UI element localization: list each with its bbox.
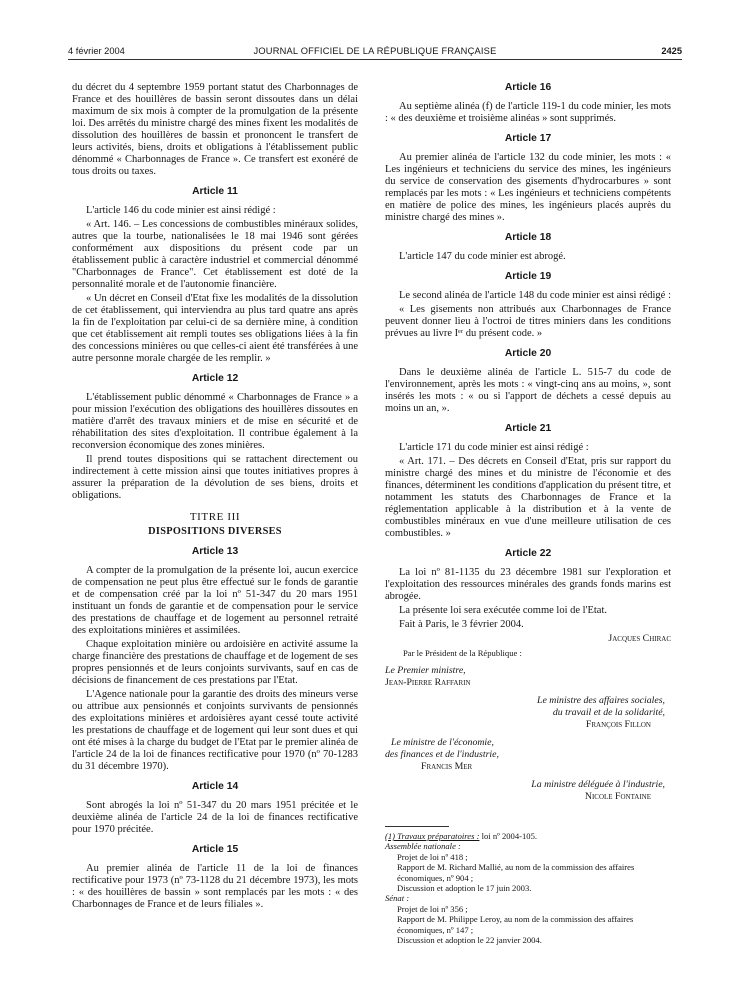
article-21-heading: Article 21 bbox=[504, 423, 552, 434]
article-20-para-1: Dans le deuxième alinéa de l'article L. 515-7 du code de l'environnement, après les mots : « vingt-cinq ans au moins, », sont insérés les mots : « ou si l'apport de déchets a cessé depuis au moins un an, ». bbox=[385, 367, 671, 414]
article-15-para-1: Au premier alinéa de l'article 11 de la loi de finances rectificative pour 1973 (nº 73-1128 du 21 décembre 1973), les mots : « des houillères de bassin » sont remplacés par les mots : « des Charbonnages de France et de leurs filiales ». bbox=[72, 863, 358, 910]
article-22-heading: Article 22 bbox=[504, 548, 552, 559]
footnotes bbox=[385, 826, 671, 945]
footnote-1-text: loi nº 2004-105. bbox=[481, 831, 538, 841]
titre-subheading: DISPOSITIONS DIVERSES bbox=[148, 526, 282, 537]
article-12-heading: Article 12 bbox=[191, 373, 239, 384]
article-13-para-1: A compter de la promulgation de la présente loi, aucun exercice de compensation ne peut plus être effectué sur le fonds de garantie et de compensation créé par la loi nº 51-347 du 20 mars 1951 instituant un fonds de garantie et de compensation pour le service des prestations de chauffage et de logement au personnel retraité des exploitations minières et assimilées. bbox=[72, 565, 358, 636]
article-14-heading: Article 14 bbox=[191, 781, 239, 792]
signature-president-by: Par le Président de la République : bbox=[403, 648, 522, 658]
article-19-para-1: Le second alinéa de l'article 148 du code minier est ainsi rédigé : bbox=[399, 290, 671, 301]
article-11-para-1: L'article 146 du code minier est ainsi rédigé : bbox=[86, 205, 276, 216]
signature-affaires-title-2: du travail et de la solidarité, bbox=[552, 707, 665, 718]
article-21-para-2: « Art. 171. – Des décrets en Conseil d'Etat, pris sur rapport du ministre chargé des mines et du ministre de l'économie et des finances, déterminent les conditions d'application du présent titre, et notamment les statuts des Charbonnages de France et la réglementation applicable à la distribution et à la vente de combustibles minéraux en vue d'une meilleure utilisation de ces combustibles. » bbox=[385, 456, 671, 539]
article-21-para-1: L'article 171 du code minier est ainsi rédigé : bbox=[399, 442, 589, 453]
footnote-an-2: Rapport de M. Richard Mallié, au nom de la commission des affaires économiques, nº 904 ; bbox=[397, 862, 635, 883]
signature-economie-title-2: des finances et de l'industrie, bbox=[385, 749, 499, 760]
signature-industrie-name: Nicole Fontaine bbox=[584, 791, 651, 802]
intro-paragraph: du décret du 4 septembre 1959 portant statut des Charbonnages de France et des houillères de bassin seront dissoutes dans un délai maximum de six mois à compter de la promulgation de la présente loi. Des arrêtés du ministre chargé des mines fixent les modalités de dissolution des houillères de bassin et prononcent le transfert de leurs activités, biens, droits et obligations à l'établissement public dénommé « Charbonnages de France ». Ce transfert est exonéré de tous droits ou taxes. bbox=[72, 82, 358, 177]
footnote-senat-1: Projet de loi nº 356 ; bbox=[397, 903, 468, 914]
header-journal-title: JOURNAL OFFICIEL DE LA RÉPUBLIQUE FRANÇAISE bbox=[253, 46, 497, 56]
article-22-para-1: La loi nº 81-1135 du 23 décembre 1981 sur l'exploration et l'exploitation des ressources minérales des grands fonds marins est abrogée. bbox=[385, 567, 671, 602]
signature-affaires-name: François Fillon bbox=[585, 719, 651, 730]
article-12-para-2: Il prend toutes dispositions qui se rattachent directement ou indirectement à cette mission ainsi que toutes initiatives propres à assurer la préparation de la dévolution de ses biens, droits et obligations. bbox=[72, 454, 358, 501]
article-13-heading: Article 13 bbox=[191, 546, 239, 557]
signature-president-name: Jacques Chirac bbox=[608, 633, 671, 644]
signature-pm-name: Jean-Pierre Raffarin bbox=[385, 677, 471, 688]
article-11-heading: Article 11 bbox=[192, 186, 238, 197]
article-13-para-3: L'Agence nationale pour la garantie des droits des mineurs verse ou attribue aux pensionnés et conjoints survivants de pensionnés des exploitations minières et ardoisières ayant cessé toute activité les prestations de chauffage et de logement qui leur sont dues et qui ont été mises à la charge du budget de l'Etat par le premier alinéa de l'article 24 de la loi de finances rectificative pour 1970 (nº 70-1283 du 31 décembre 1970). bbox=[72, 689, 358, 772]
header-date: 4 février 2004 bbox=[68, 46, 125, 56]
footnote-senat-heading: Sénat : bbox=[385, 893, 410, 904]
signature-affaires-title-1: Le ministre des affaires sociales, bbox=[537, 695, 665, 706]
closing-statement: La présente loi sera exécutée comme loi de l'Etat. bbox=[399, 605, 608, 616]
right-column bbox=[385, 82, 671, 803]
fait-a-paris: Fait à Paris, le 3 février 2004. bbox=[399, 619, 524, 630]
footnote-assemblee-heading: Assemblée nationale : bbox=[385, 841, 461, 852]
footnote-1-label: (1) Travaux préparatoires : bbox=[385, 831, 480, 841]
article-20-heading: Article 20 bbox=[504, 348, 552, 359]
article-12-para-1: L'établissement public dénommé « Charbonnages de France » a pour mission l'exécution des obligations des houillères dissoutes en matière d'arrêt des travaux miniers et de mise en sécurité et de réhabilitation des sites d'exploitation. Il contribue également à la reconversion économique des zones minières. bbox=[72, 392, 358, 451]
article-11-para-3: « Un décret en Conseil d'Etat fixe les modalités de la dissolution de cet établissement, qui interviendra au plus tard quatre ans après la fin de l'exploitation par celui-ci de sa dernière mine, à condition que cet établissement ait rempli toutes ses obligations liées à la fin des concessions minières ou que celles-ci aient été transférées à une autre personne morale chargée de les remplir. » bbox=[72, 293, 358, 364]
footnote-separator bbox=[385, 826, 449, 827]
signature-pm-title: Le Premier ministre, bbox=[385, 665, 466, 676]
article-16-heading: Article 16 bbox=[504, 82, 552, 93]
signature-industrie-title: La ministre déléguée à l'industrie, bbox=[531, 779, 665, 790]
footnote-an-1: Projet de loi nº 418 ; bbox=[397, 851, 468, 862]
header-page-number: 2425 bbox=[661, 46, 682, 56]
article-17-para-1: Au premier alinéa de l'article 132 du code minier, les mots : « Les ingénieurs et techniciens du service des mines, les ingénieurs du service de conservation des gisements d'hydrocarbures » sont remplacés par les mots : « Les ingénieurs et techniciens compétents en matière de police des mines, les ingénieurs placés auprès du ministre chargé des mines ». bbox=[385, 152, 671, 223]
article-18-heading: Article 18 bbox=[504, 232, 552, 243]
article-19-heading: Article 19 bbox=[504, 271, 552, 282]
article-13-para-2: Chaque exploitation minière ou ardoisière en activité assume la charge financière des prestations de chauffage et de logement de ses propres pensionnés et de leurs conjoints survivants, sauf en cas de décisions de financement de ces prestations par l'Etat. bbox=[72, 639, 358, 686]
article-17-heading: Article 17 bbox=[504, 133, 552, 144]
article-11-para-2: « Art. 146. – Les concessions de combustibles minéraux solides, autres que la tourbe, nationalisées le 18 mai 1946 sont gérées conformément aux dispositions du présent code par un établissement public à caractère industriel et commercial dénommé "Charbonnages de France". Cet établissement est doté de la personnalité morale et de l'autonomie financière. bbox=[72, 219, 358, 290]
footnote-an-3: Discussion et adoption le 17 juin 2003. bbox=[397, 883, 532, 894]
signature-economie-name: Francis Mer bbox=[421, 761, 473, 772]
footnote-senat-3: Discussion et adoption le 22 janvier 2004. bbox=[397, 935, 542, 946]
signature-economie-title-1: Le ministre de l'économie, bbox=[391, 737, 494, 748]
left-column bbox=[72, 82, 358, 913]
page-header bbox=[68, 46, 682, 60]
header-rule bbox=[68, 59, 682, 60]
footnote-1 bbox=[385, 831, 671, 841]
article-18-para-1: L'article 147 du code minier est abrogé. bbox=[399, 251, 566, 262]
article-15-heading: Article 15 bbox=[191, 844, 239, 855]
article-19-para-2: « Les gisements non attribués aux Charbonnages de France peuvent donner lieu à l'octroi de titres miniers dans les conditions prévues au livre Iᵉʳ du présent code. » bbox=[385, 304, 671, 339]
titre-heading: TITRE III bbox=[189, 511, 241, 523]
article-16-para-1: Au septième alinéa (f) de l'article 119-1 du code minier, les mots : « des deuxième et troisième alinéas » sont supprimés. bbox=[385, 101, 671, 124]
footnote-senat-2: Rapport de M. Philippe Leroy, au nom de la commission des affaires économiques, nº 147 ; bbox=[397, 914, 634, 935]
article-14-para-1: Sont abrogés la loi nº 51-347 du 20 mars 1951 précitée et le deuxième alinéa de l'article 24 de la loi de finances rectificative pour 1970 précitée. bbox=[72, 800, 358, 835]
